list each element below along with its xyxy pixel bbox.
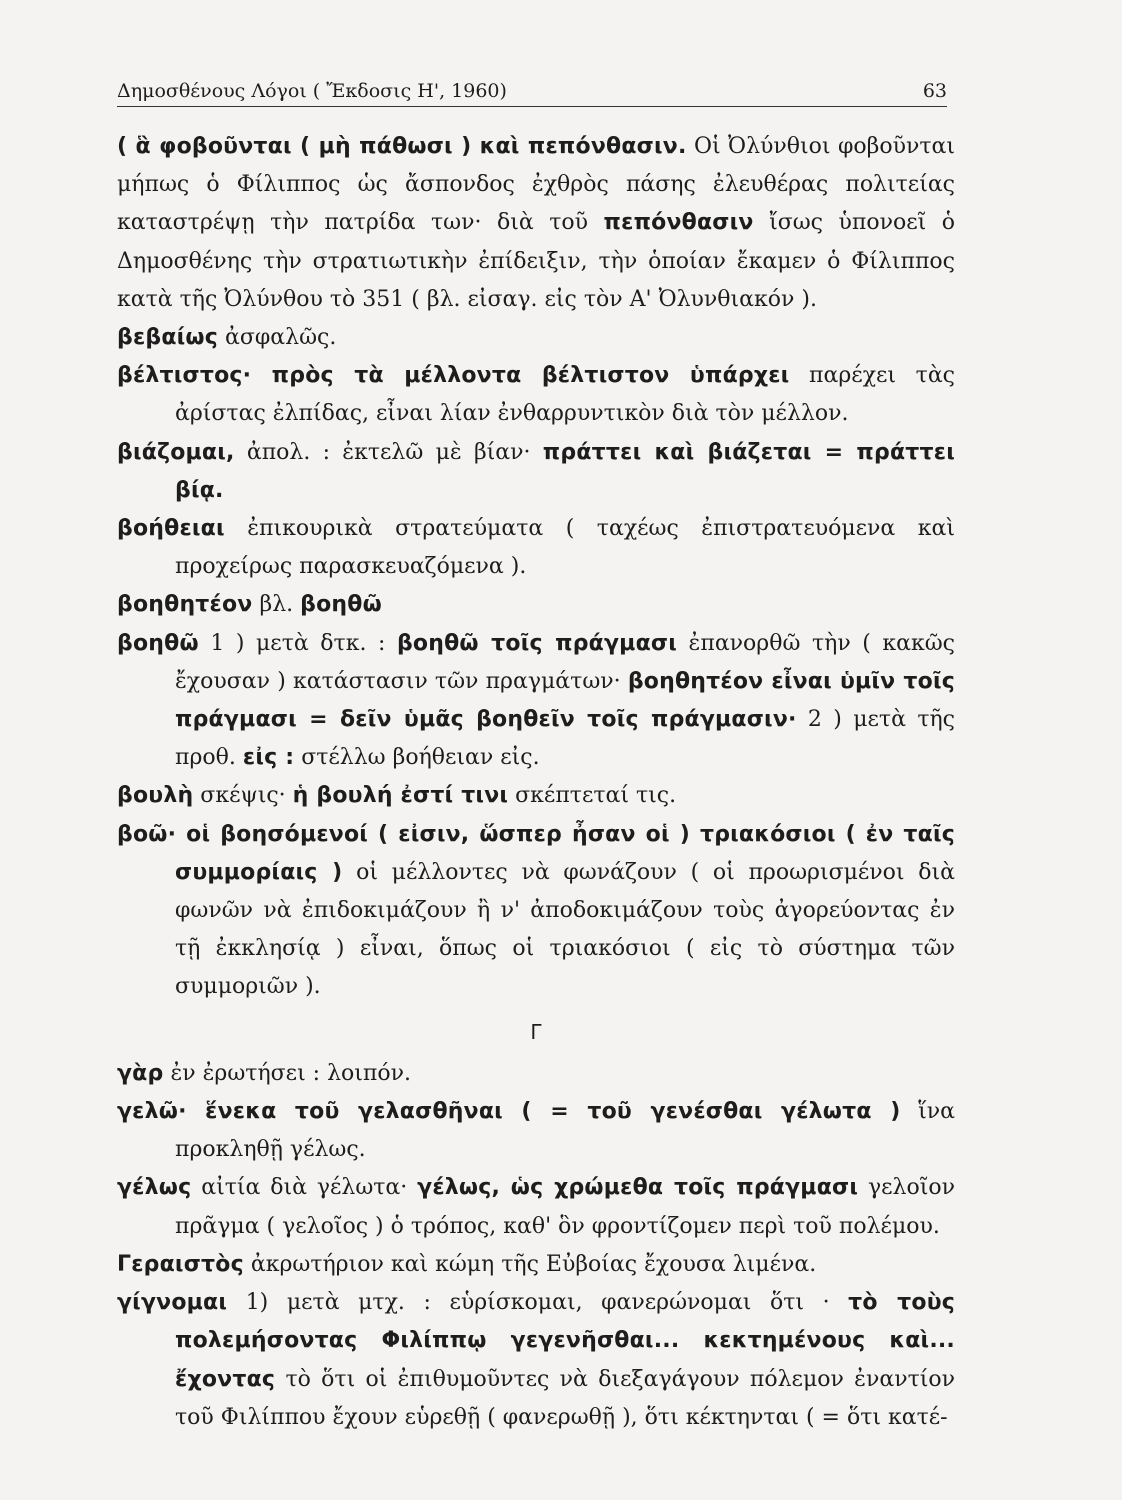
glossary-entry [117,357,955,433]
entry-phrase: τὸ τοὺς πολεμήσοντας Φιλίππῳ γεγενῆσθαι... κεκτημένους καὶ... ἔχοντας [175,1290,956,1392]
entry-headword: γέλως [117,1175,192,1201]
glossary-entry [117,319,955,357]
entry-phrase: βοηθητέον εἶναι ὑμῖν τοῖς πράγμασι = δεῖν ὑμᾶς βοηθεῖν τοῖς πράγμασιν· [175,668,955,733]
entry-text: ἐπανορθῶ τὴν ( κακῶς ἔχουσαν ) κατάστασιν τῶν πραγμάτων· [175,630,955,694]
entry-headword: βοήθειαι [117,516,225,542]
entry-phrase: πράττει καὶ βιάζεται = πράττει βίᾳ. [175,439,955,503]
entry-text: παρέχει τὰς ἀρίστας ἐλπίδας, εἶναι λίαν ἐνθαρρυντικὸν διὰ τὸν μέλλον. [175,363,955,427]
glossary-entry [117,434,955,510]
entry-text: ἐπικουρικὰ στρατεύματα ( ταχέως ἐπιστρατευόμενα καὶ προχείρως παρασκευαζόμενα ). [175,516,955,580]
glossary-entry [117,1055,955,1093]
glossary-entry [117,625,955,778]
entry-text: ἀκρωτήριον καὶ κώμη τῆς Εὐβοίας ἔχουσα λιμένα. [243,1251,817,1277]
page-number: 63 [922,80,947,102]
entry-text: ἀπολ. : ἐκτελῶ μὲ βίαν· [234,439,543,465]
entry-headword: βεβαίως [117,325,218,351]
glossary-entry [117,1169,955,1245]
entry-headword: ( ἃ φοβοῦνται ( μὴ πάθωσι ) καὶ πεπόνθασιν. [117,134,687,159]
running-header [117,76,947,107]
entry-headword: βέλτιστος· πρὸς τὰ μέλλοντα βέλτιστον ὑπάρχει [117,363,790,389]
entry-text: σκέπτεταί τις. [508,783,677,809]
entry-text: ἐν ἐρωτήσει : λοιπόν. [163,1060,411,1086]
glossary-entry [117,816,955,1007]
entry-text: 2 ) μετὰ τῆς προθ. [175,707,955,771]
entry-phrase: γέλως, ὡς χρώμεθα τοῖς πράγμασι [417,1175,859,1201]
entry-text: 1 ) μετὰ δτκ. : [198,630,397,656]
entry-text: ἀσφαλῶς. [218,325,337,351]
glossary-entry [117,510,955,586]
entry-text: βλ. [252,592,301,618]
entry-headword: βοηθῶ [117,630,199,656]
entry-headword: βοῶ· οἱ βοησόμενοί ( εἰσιν, ὥσπερ ἦσαν οἱ ) τριακόσιοι ( ἐν ταῖς συμμορίαις ) [117,821,955,885]
entry-text: σκέψις· [193,783,293,809]
glossary-body [117,128,955,1437]
entry-text: αἰτία διὰ γέλωτα· [191,1175,418,1201]
glossary-entry [117,1246,955,1284]
glossary-entry [117,777,955,815]
entry-text: 1) μετὰ μτχ. : εὑρίσκομαι, φανερώνομαι ὅτι · [227,1290,849,1316]
glossary-entry [117,1284,955,1437]
entry-headword: βουλὴ [117,783,194,809]
entry-text: Οἱ Ὀλύνθιοι φοβοῦνται μήπως ὁ Φίλιππος ὡς ἄσπονδος ἐχθρὸς πάσης ἐλευθέρας πολιτείας καταστρέψῃ τὴν πατρίδα των· διὰ τοῦ [117,134,955,236]
entry-headword: γίγνομαι [117,1290,228,1316]
glossary-entry [117,586,955,624]
entry-headword: Γεραιστὸς [117,1251,244,1277]
entry-phrase: πεπόνθασιν [603,210,754,236]
entry-phrase: ἡ βουλή ἐστί τινι [292,783,509,809]
entry-phrase: εἰς : [242,745,295,771]
section-letter: Γ [530,1019,542,1044]
glossary-entry [117,128,955,319]
entry-text: τὸ ὅτι οἱ ἐπιθυμοῦντες νὰ διεξαγάγουν πόλεμον ἐναντίον τοῦ Φιλίππου ἔχουν εὑρεθῇ ( φανερωθῇ ), ὅτι κέκτηνται ( = ὅτι κατέ- [175,1366,955,1430]
entry-text: ἵνα προκληθῇ γέλως. [175,1099,955,1163]
entry-headword: βοηθητέον [117,592,253,618]
header-title: Δημοσθένους Λόγοι ( Ἔκδοσις Η', 1960) [117,80,507,102]
entry-headword: γὰρ [117,1060,164,1086]
entry-phrase: βοηθῶ [300,592,382,618]
entry-text: ἴσως ὑπονοεῖ ὁ Δημοσθένης τὴν στρατιωτικὴν ἐπίδειξιν, τὴν ὁποίαν ἔκαμεν ὁ Φίλιππος κατὰ τῆς Ὀλύνθου τὸ 351 ( βλ. εἰσαγ. εἰς τὸν Α' Ὀλυνθιακόν ). [117,210,955,312]
entry-text: γελοῖον πρᾶγμα ( γελοῖος ) ὁ τρόπος, καθ' ὃν φροντίζομεν περὶ τοῦ πολέμου. [175,1175,955,1239]
entry-headword: βιάζομαι, [117,439,235,465]
entry-text: οἱ μέλλοντες νὰ φωνάζουν ( οἱ προωρισμένοι διὰ φωνῶν νὰ ἐπιδοκιμάζουν ἢ ν' ἀποδοκιμάζουν τοὺς ἀγορεύοντας ἐν τῇ ἐκκλησίᾳ ) εἶναι, ὅπως οἱ τριακόσιοι ( εἰς τὸ σύστημα τῶν συμμοριῶν ). [175,859,955,1000]
entry-text: στέλλω βοήθειαν εἰς. [294,745,540,771]
entry-phrase: βοηθῶ τοῖς πράγμασι [396,630,677,656]
entry-headword: γελῶ· ἕνεκα τοῦ γελασθῆναι ( = τοῦ γενέσθαι γέλωτα ) [117,1099,901,1125]
glossary-entry [117,1093,955,1169]
